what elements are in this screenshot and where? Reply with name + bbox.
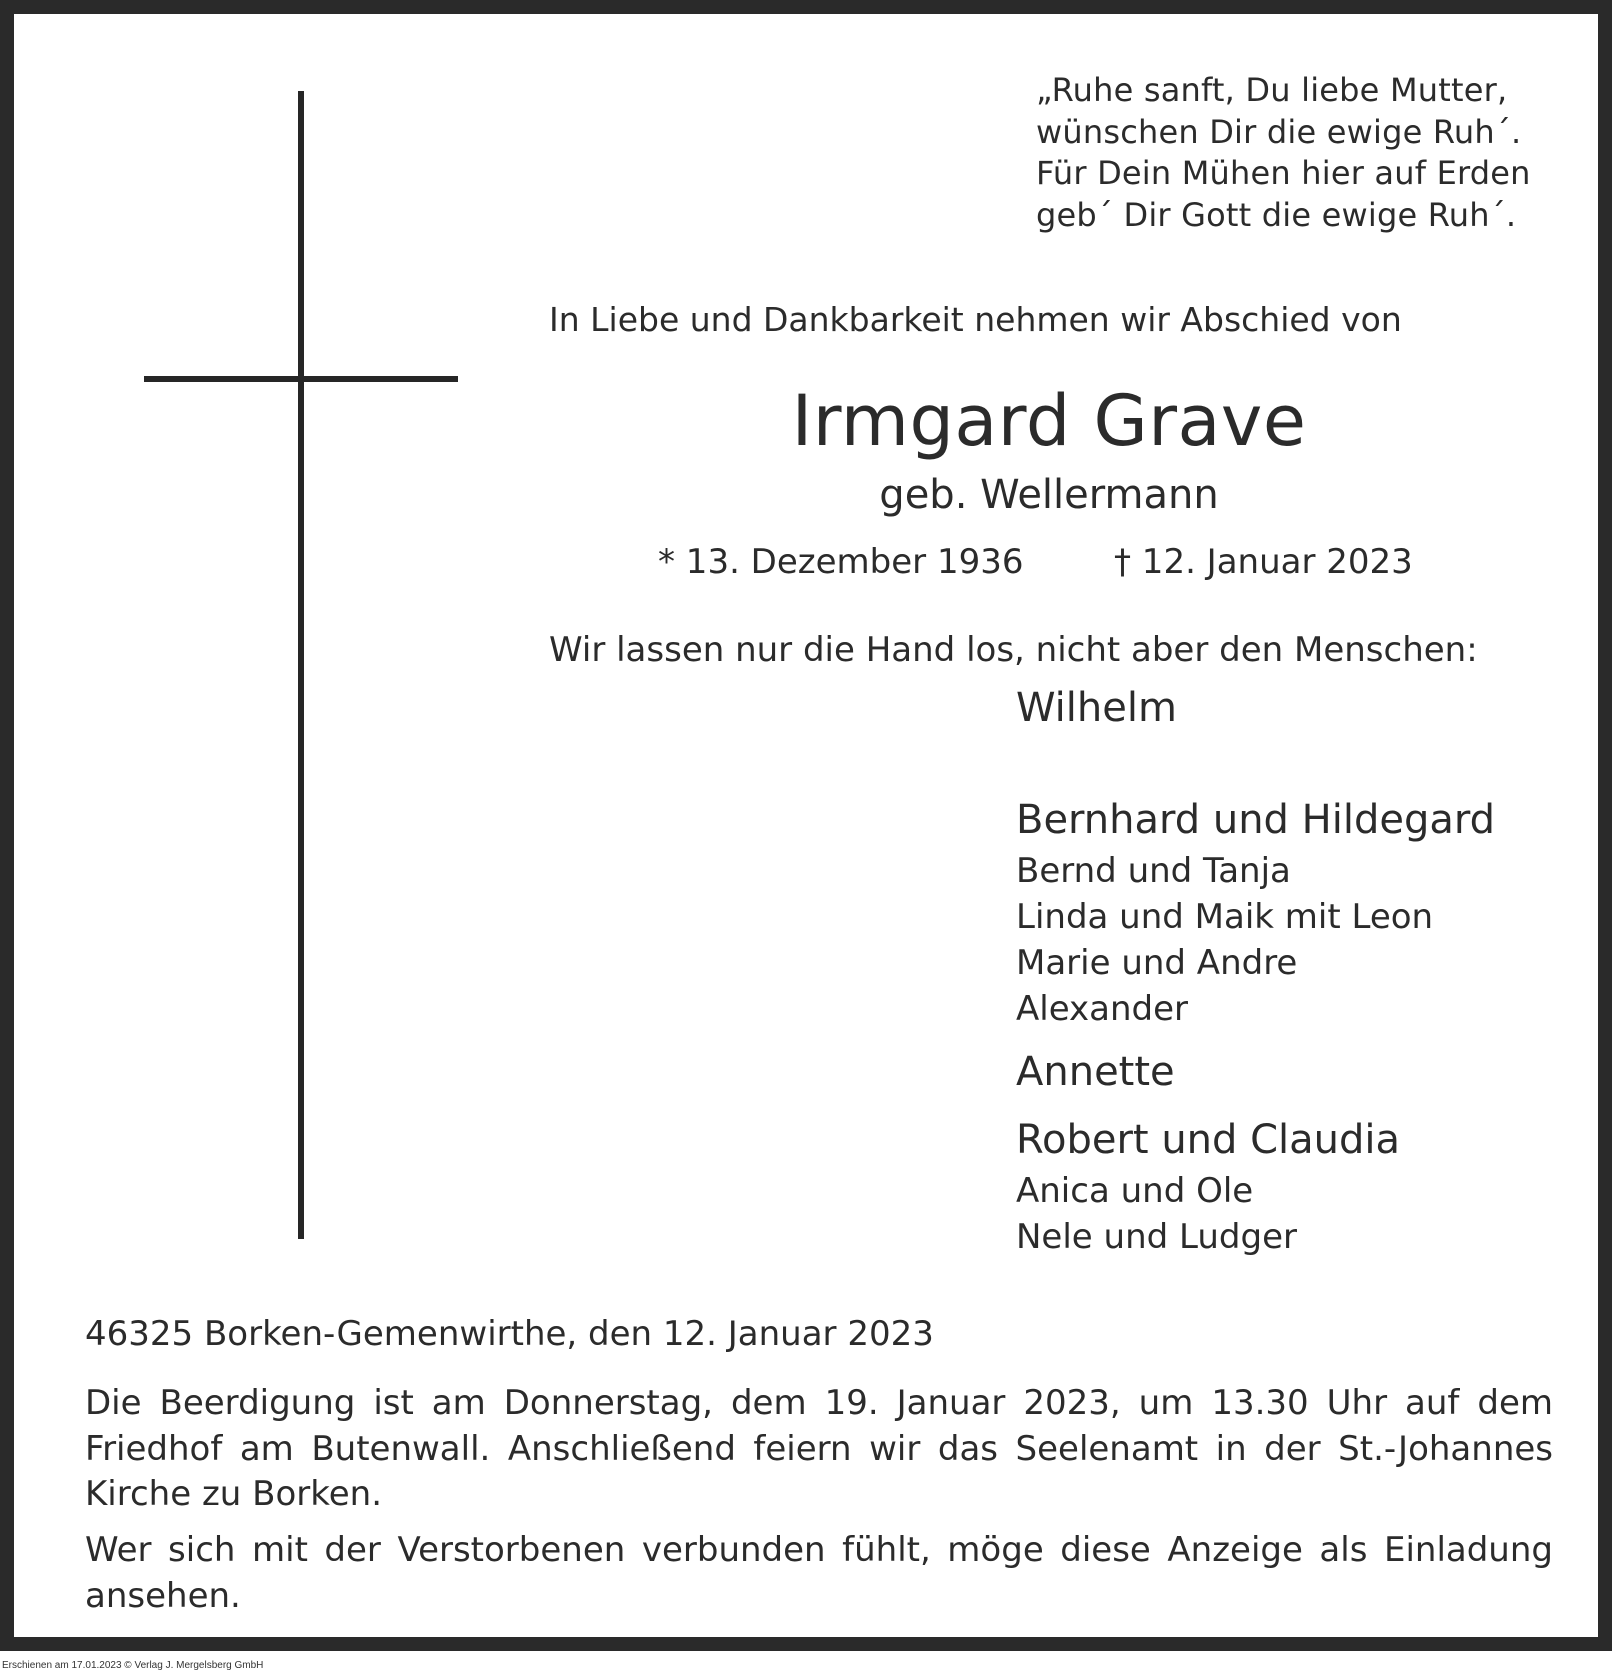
poem-line: Für Dein Mühen hier auf Erden xyxy=(1036,154,1531,192)
poem-line: „Ruhe sanft, Du liebe Mutter, xyxy=(1036,71,1508,109)
mourner-sub: Marie und Andre xyxy=(1016,943,1298,983)
motto-text: Wir lassen nur die Hand los, nicht aber den Menschen: xyxy=(549,630,1478,670)
mourner-sub: Nele und Ludger xyxy=(1016,1217,1297,1257)
poem-line: wünschen Dir die ewige Ruh´. xyxy=(1036,112,1522,151)
mourner-main: Wilhelm xyxy=(1016,685,1177,731)
mourner-main: Annette xyxy=(1016,1049,1175,1095)
birth-date: * 13. Dezember 1936 xyxy=(658,542,1024,582)
mourner-sub: Bernd und Tanja xyxy=(1016,851,1291,891)
mourner-sub: Linda und Maik mit Leon xyxy=(1016,897,1434,937)
cross-bar xyxy=(144,376,458,382)
death-date: † 12. Januar 2023 xyxy=(1114,542,1413,582)
mourner-sub: Anica und Ole xyxy=(1016,1171,1254,1211)
place-date: 46325 Borken-Gemenwirthe, den 12. Januar 2023 xyxy=(85,1314,934,1354)
deceased-name: Irmgard Grave xyxy=(791,380,1307,462)
mourner-sub: Alexander xyxy=(1016,989,1189,1029)
funeral-info: Die Beerdigung ist am Donnerstag, dem 19. Januar 2023, um 13.30 Uhr auf dem Friedhof am Butenwall. Anschließend feiern wir das Seelenamt in der St.-Johannes Kirche zu Borken. xyxy=(85,1383,1553,1514)
mourner-main: Robert und Claudia xyxy=(1016,1117,1401,1163)
invitation-text: Wer sich mit der Verstorbenen verbunden fühlt, möge diese Anzeige als Einladung ansehen. xyxy=(85,1530,1553,1616)
poem xyxy=(1036,70,1531,236)
intro-text: In Liebe und Dankbarkeit nehmen wir Abschied von xyxy=(549,300,1402,339)
mourner-main: Bernhard und Hildegard xyxy=(1016,797,1496,843)
birth-name: geb. Wellermann xyxy=(879,472,1219,518)
cross-icon xyxy=(298,91,304,1239)
poem-line: geb´ Dir Gott die ewige Ruh´. xyxy=(1036,195,1517,234)
publication-footer: Erschienen am 17.01.2023 © Verlag J. Mergelsberg GmbH xyxy=(2,1660,264,1671)
